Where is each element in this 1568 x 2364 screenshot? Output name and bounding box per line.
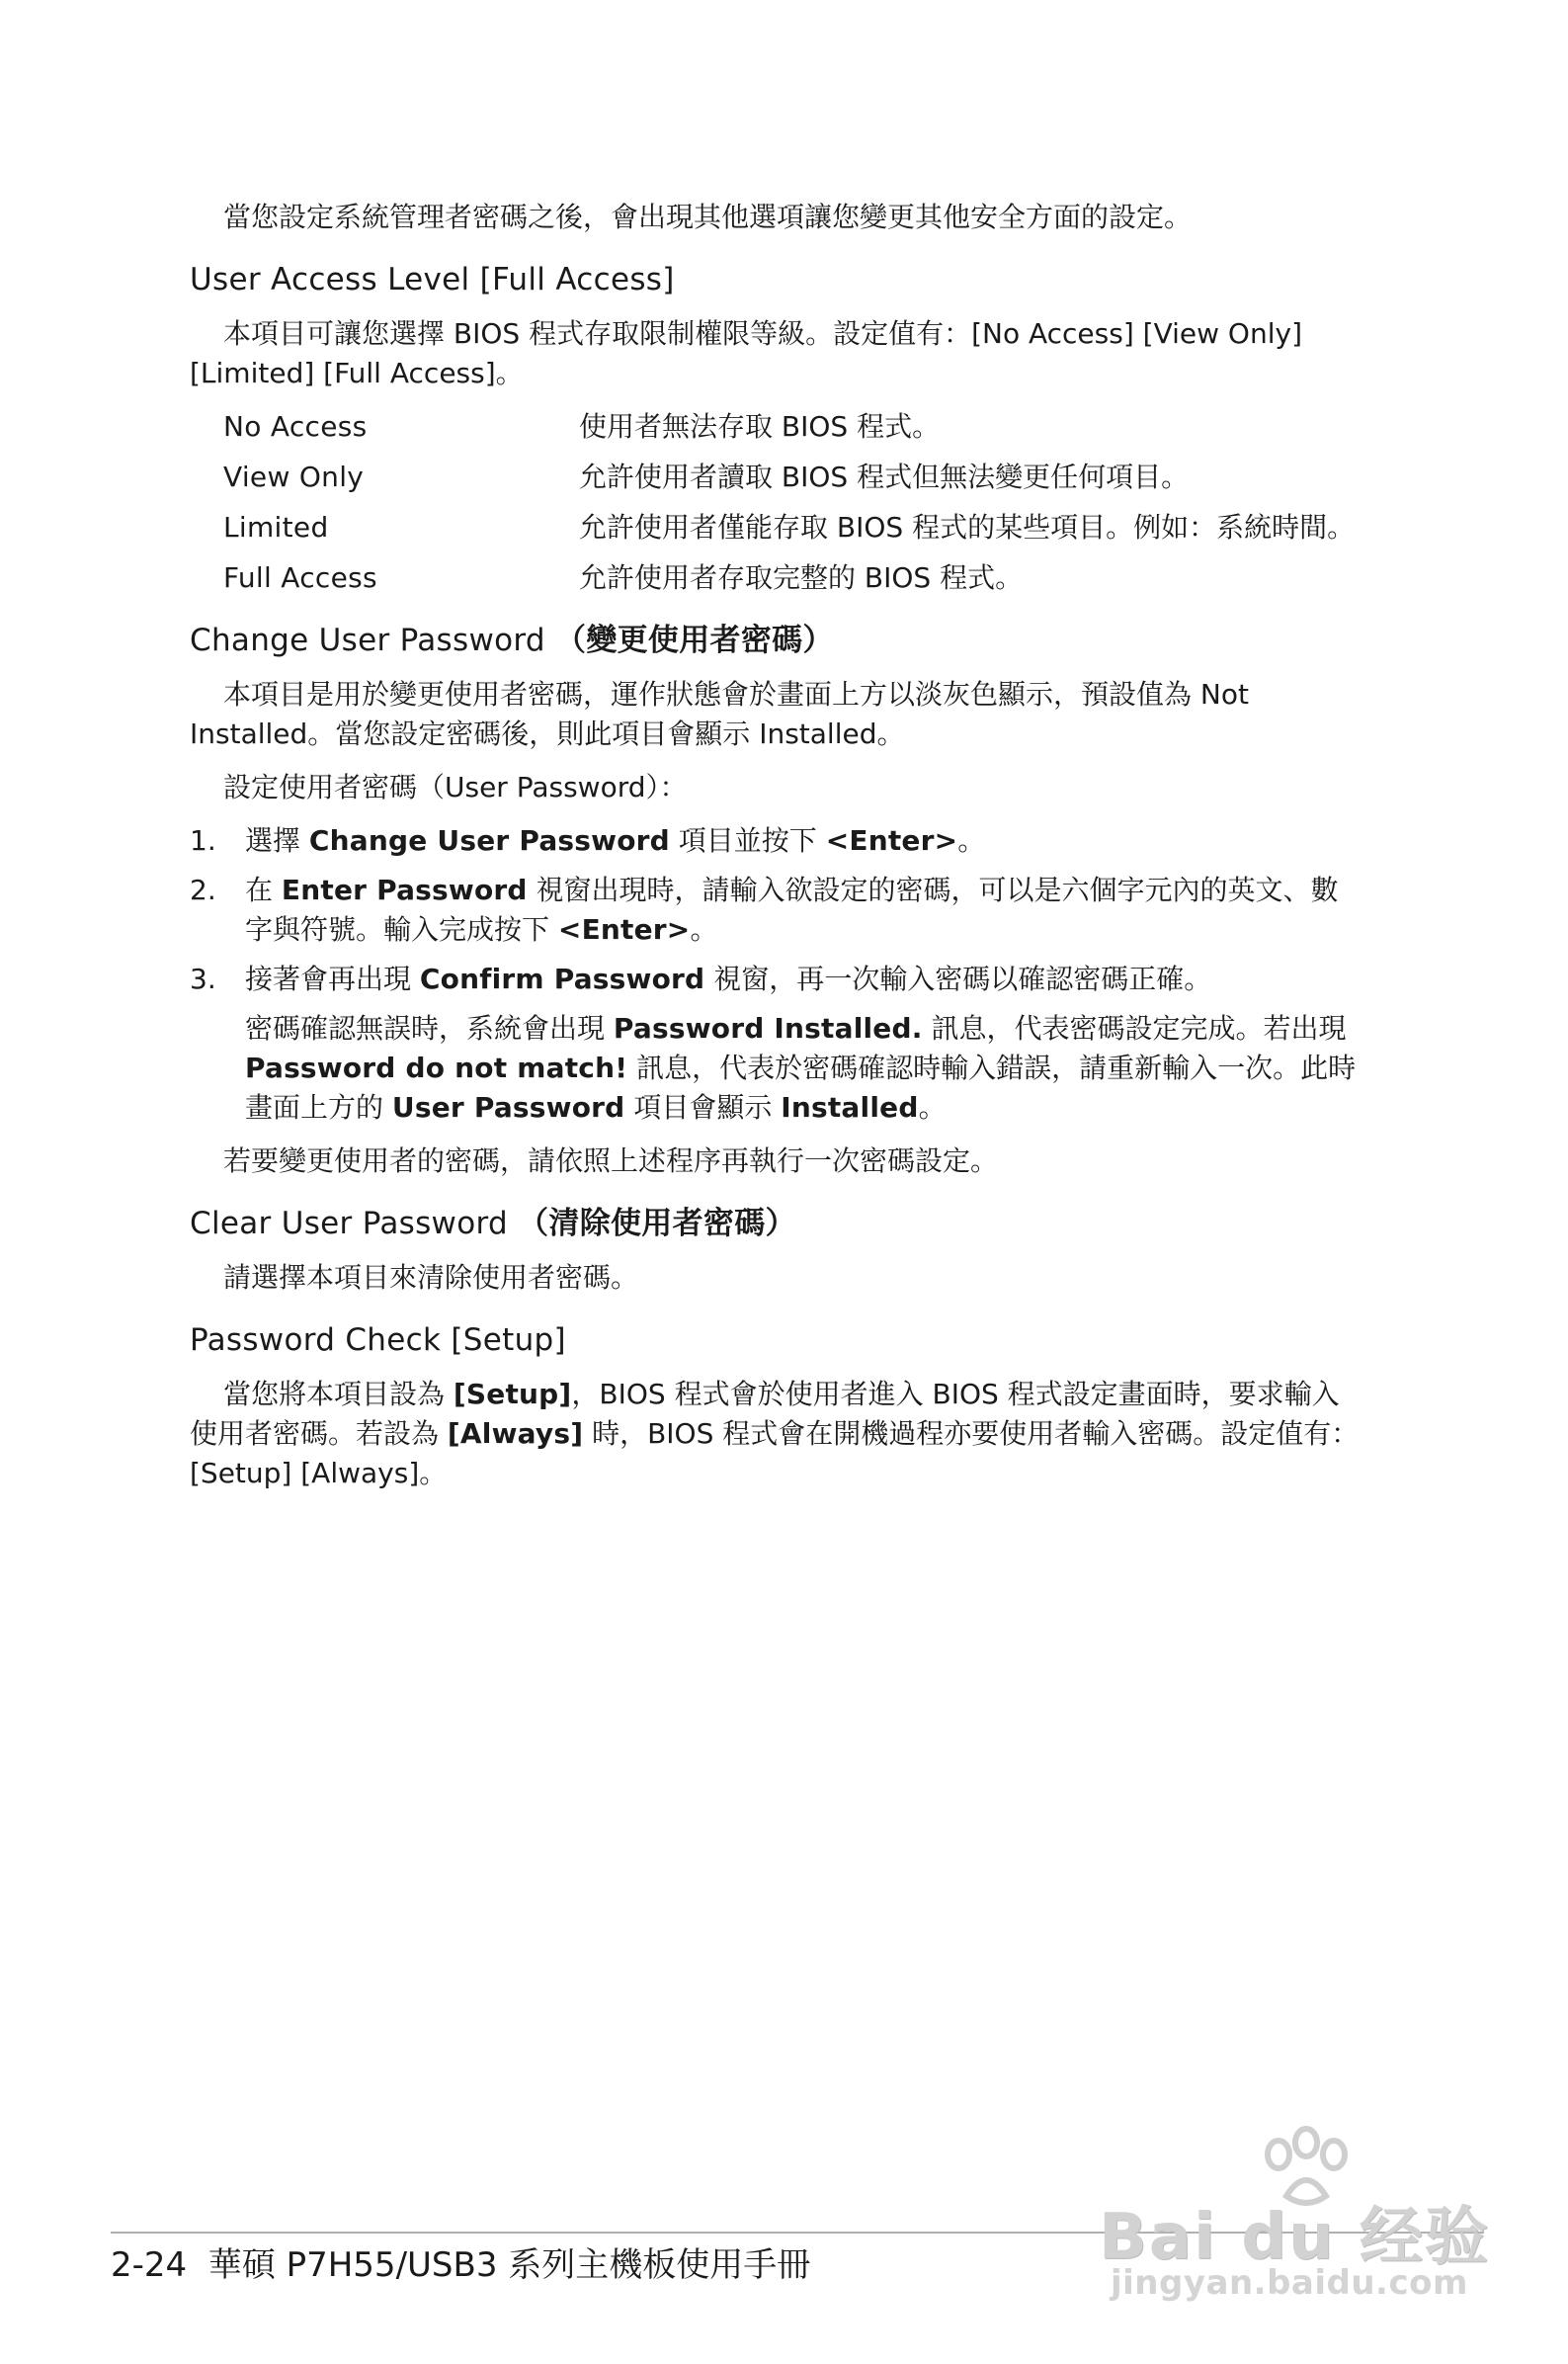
watermark-url: jingyan.baidu.com bbox=[1111, 2263, 1468, 2303]
password-confirm-note: 密碼確認無誤時，系統會出現 Password Installed. 訊息，代表密碼設定完成。若出現 Password do not match! 訊息，代表於密碼確認時輸入錯誤，請重新輸入一次。此時畫面上方的 User Password 項目會顯示 Installed。 bbox=[245, 1012, 1357, 1124]
access-option-row bbox=[223, 558, 1365, 598]
access-option-row bbox=[223, 458, 1365, 497]
user-access-level-heading: User Access Level [Full Access] bbox=[190, 262, 675, 297]
page-number: 2-24 bbox=[111, 2245, 188, 2285]
step-item: 1. 選擇 Change User Password 項目並按下 <Enter>。 bbox=[190, 824, 986, 857]
change-password-closing: 若要變更使用者的密碼，請依照上述程序再執行一次密碼設定。 bbox=[223, 1144, 999, 1177]
access-option-term: View Only bbox=[223, 461, 365, 493]
change-user-password-heading: Change User Password （變更使用者密碼） bbox=[190, 623, 834, 658]
watermark-brand: Bai du 经验 bbox=[1099, 2201, 1490, 2274]
password-check-heading: Password Check [Setup] bbox=[190, 1322, 566, 1358]
access-option-desc: 允許使用者存取完整的 BIOS 程式。 bbox=[579, 561, 1024, 594]
access-option-term: Limited bbox=[223, 511, 329, 544]
clear-user-password-heading: Clear User Password （清除使用者密碼） bbox=[190, 1206, 796, 1241]
change-user-password-body: 本項目是用於變更使用者密碼，運作狀態會於畫面上方以淡灰色顯示，預設值為 Not Installed。當您設定密碼後，則此項目會顯示 Installed。 bbox=[190, 678, 1249, 750]
access-option-row bbox=[223, 508, 1365, 548]
access-option-desc: 允許使用者讀取 BIOS 程式但無法變更任何項目。 bbox=[579, 461, 1190, 493]
password-check-body: 當您將本項目設為 [Setup]，BIOS 程式會於使用者進入 BIOS 程式設定畫面時，要求輸入使用者密碼。若設為 [Always] 時，BIOS 程式會在開機過程亦要使用者輸入密碼。設定值有：[Setup] [Always]。 bbox=[190, 1378, 1360, 1489]
manual-title: 華碩 P7H55/USB3 系列主機板使用手冊 bbox=[207, 2245, 811, 2285]
access-option-row bbox=[223, 407, 1365, 447]
clear-user-password-body: 請選擇本項目來清除使用者密碼。 bbox=[223, 1261, 639, 1294]
page-footer bbox=[111, 2243, 810, 2287]
user-access-level-body: 本項目可讓您選擇 BIOS 程式存取限制權限等級。設定值有：[No Access] [View Only] [Limited] [Full Access]。 bbox=[190, 317, 1302, 389]
step-item: 2. 在 Enter Password 視窗出現時，請輸入欲設定的密碼，可以是六個字元內的英文、數字與符號。輸入完成按下 <Enter>。 bbox=[190, 874, 1339, 946]
access-option-desc: 使用者無法存取 BIOS 程式。 bbox=[579, 410, 941, 443]
step-item: 3. 接著會再出現 Confirm Password 視窗，再一次輸入密碼以確認密碼正確。 bbox=[190, 963, 1212, 995]
access-options-list bbox=[223, 407, 1365, 598]
set-password-lead: 設定使用者密碼（User Password）： bbox=[223, 771, 688, 803]
page-content bbox=[190, 198, 1365, 1507]
intro-paragraph: 當您設定系統管理者密碼之後，會出現其他選項讓您變更其他安全方面的設定。 bbox=[223, 201, 1193, 233]
access-option-term: No Access bbox=[223, 410, 368, 443]
access-option-desc: 允許使用者僅能存取 BIOS 程式的某些項目。例如：系統時間。 bbox=[579, 511, 1356, 544]
access-option-term: Full Access bbox=[223, 561, 377, 594]
password-steps-list bbox=[190, 821, 1365, 999]
baidu-watermark bbox=[1099, 2125, 1494, 2313]
